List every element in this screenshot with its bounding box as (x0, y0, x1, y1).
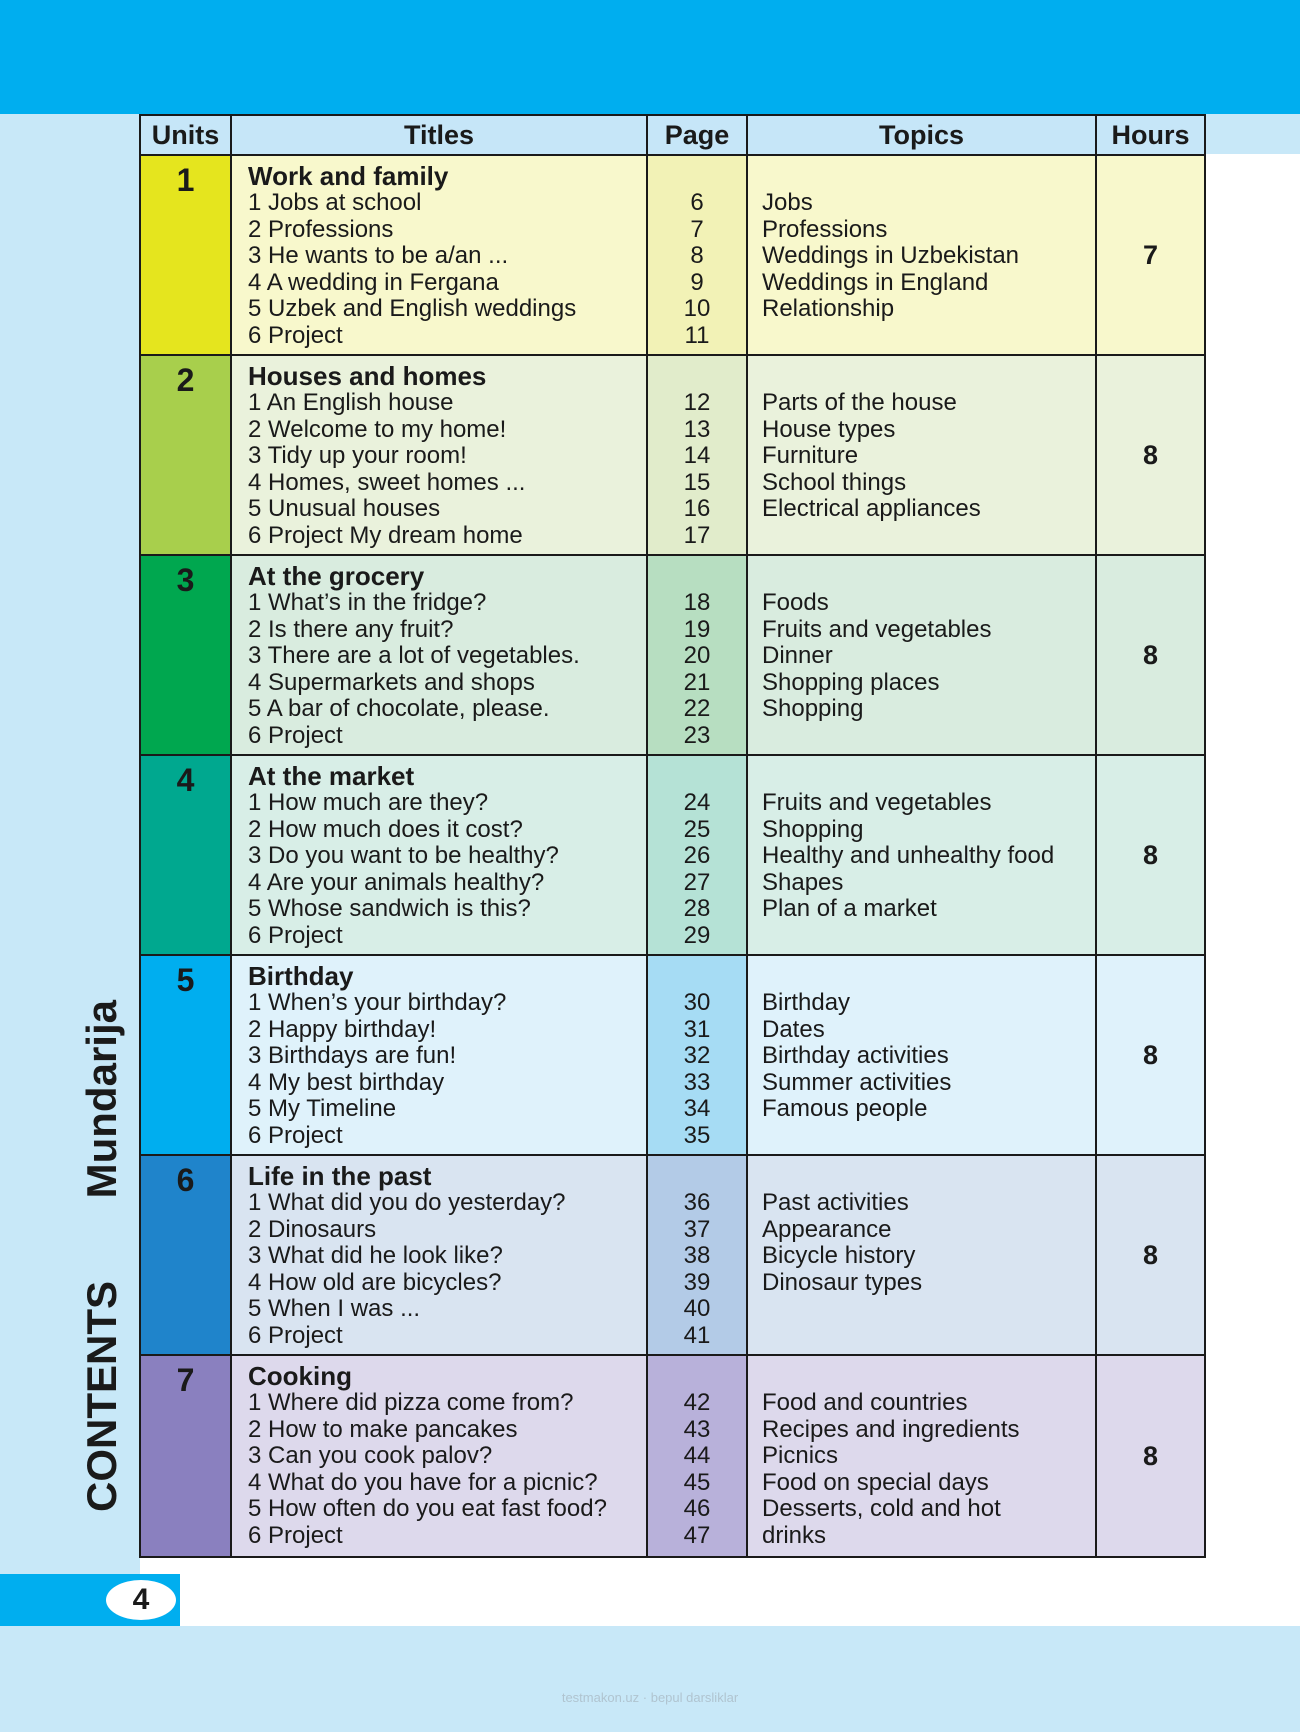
lesson-page-number: 32 (683, 1042, 711, 1070)
lesson-page-number: 46 (683, 1495, 711, 1523)
unit-titles-cell (232, 756, 648, 954)
lesson-page-number: 31 (683, 1015, 711, 1043)
header-topics: Topics (748, 116, 1097, 154)
unit-number: 4 (141, 756, 232, 954)
topic-item: Healthy and unhealthy food (762, 842, 1055, 870)
unit-title: Work and family (248, 161, 449, 191)
lesson-page-number: 23 (683, 721, 711, 749)
topic-item: Past activities (762, 1189, 909, 1216)
lesson-title: 3 Birthdays are fun! (248, 1042, 457, 1070)
lesson-title: 3 What did he look like? (248, 1242, 503, 1270)
top-color-band (0, 0, 1300, 114)
table-header-row (141, 116, 1204, 156)
topic-item: Dinosaur types (762, 1268, 923, 1296)
header-hours: Hours (1111, 119, 1190, 150)
unit-row (141, 356, 1204, 556)
unit-number: 5 (141, 956, 232, 1154)
lesson-page-number: 7 (690, 215, 704, 243)
topic-item: Dinner (762, 642, 833, 670)
unit-titles-cell (232, 556, 648, 754)
right-margin-band (1205, 114, 1300, 154)
contents-table (139, 114, 1206, 1558)
lesson-title: 6 Project (248, 721, 343, 749)
unit-number: 1 (141, 156, 232, 354)
lesson-page-number: 43 (683, 1415, 711, 1443)
topic-item: Famous people (762, 1095, 928, 1123)
topic-item: Food on special days (762, 1468, 989, 1496)
topic-item: Furniture (762, 442, 859, 470)
lesson-title: 5 Unusual houses (248, 495, 441, 523)
lesson-title: 5 Whose sandwich is this? (248, 895, 531, 923)
unit-number: 6 (141, 1156, 232, 1354)
lesson-page-number: 18 (683, 589, 711, 616)
topic-item: Recipes and ingredients (762, 1415, 1020, 1443)
unit-row (141, 556, 1204, 756)
unit-hours: 8 (1142, 1239, 1159, 1270)
unit-pages-cell (648, 956, 748, 1154)
lesson-title: 2 How to make pancakes (248, 1415, 518, 1443)
topic-item: Desserts, cold and hot (762, 1495, 1001, 1523)
unit-topics-cell (748, 956, 1097, 1154)
topic-item: School things (762, 468, 907, 496)
topic-item: Fruits and vegetables (762, 789, 992, 816)
side-title (78, 1000, 126, 1512)
lesson-title: 4 How old are bicycles? (248, 1268, 502, 1296)
topic-item: Professions (762, 215, 888, 243)
header-titles: Titles (232, 116, 648, 154)
unit-hours: 8 (1142, 839, 1159, 870)
lesson-page-number: 30 (683, 989, 711, 1016)
lesson-title: 3 Tidy up your room! (248, 442, 467, 470)
lesson-page-number: 13 (683, 415, 711, 443)
lesson-title: 6 Project (248, 1521, 343, 1549)
unit-number: 2 (141, 356, 232, 554)
lesson-page-number: 26 (683, 842, 711, 870)
lesson-page-number: 25 (683, 815, 711, 843)
lesson-title: 3 He wants to be a/an ... (248, 242, 509, 270)
lesson-page-number: 44 (683, 1442, 711, 1470)
unit-titles-cell (232, 1356, 648, 1556)
lesson-page-number: 27 (683, 868, 711, 896)
unit-row (141, 956, 1204, 1156)
lesson-title: 4 My best birthday (248, 1068, 445, 1096)
lesson-page-number: 19 (683, 615, 711, 643)
unit-hours: 8 (1142, 1440, 1159, 1471)
topic-item: Appearance (762, 1215, 892, 1243)
topic-item: Shopping (762, 815, 864, 843)
topic-item: Bicycle history (762, 1242, 916, 1270)
lesson-title: 5 A bar of chocolate, please. (248, 695, 550, 723)
topic-item: House types (762, 415, 896, 443)
lesson-page-number: 35 (683, 1121, 711, 1149)
lesson-page-number: 24 (683, 789, 711, 816)
lesson-title: 2 Dinosaurs (248, 1215, 377, 1243)
lesson-page-number: 40 (683, 1295, 711, 1323)
topic-item: Picnics (762, 1442, 839, 1470)
unit-topics-cell (748, 756, 1097, 954)
lesson-title: 6 Project (248, 921, 343, 949)
unit-pages-cell (648, 356, 748, 554)
unit-pages-cell (648, 156, 748, 354)
lesson-page-number: 42 (683, 1389, 711, 1416)
header-page: Page (648, 116, 748, 154)
lesson-page-number: 47 (683, 1521, 711, 1549)
bottom-margin-band (0, 1626, 1300, 1732)
lesson-title: 5 How often do you eat fast food? (248, 1495, 607, 1523)
topic-item: Shopping places (762, 668, 940, 696)
lesson-page-number: 33 (683, 1068, 711, 1096)
unit-number: 3 (141, 556, 232, 754)
lesson-title: 4 A wedding in Fergana (248, 268, 499, 296)
lesson-title: 2 Is there any fruit? (248, 615, 454, 643)
unit-pages-cell (648, 756, 748, 954)
lesson-page-number: 29 (683, 921, 711, 949)
lesson-page-number: 22 (683, 695, 711, 723)
lesson-title: 3 There are a lot of vegetables. (248, 642, 580, 670)
unit-number: 7 (141, 1356, 232, 1556)
lesson-title: 3 Can you cook palov? (248, 1442, 493, 1470)
lesson-title: 1 Jobs at school (248, 189, 422, 216)
topic-item: Shapes (762, 868, 844, 896)
lesson-title: 2 Happy birthday! (248, 1015, 437, 1043)
lesson-title: 1 When’s your birthday? (248, 989, 507, 1016)
topic-item: Parts of the house (762, 389, 957, 416)
unit-pages-cell (648, 1156, 748, 1354)
topic-item: Electrical appliances (762, 495, 981, 523)
lesson-title: 2 Professions (248, 215, 394, 243)
footer-watermark: testmakon.uz · bepul darsliklar (561, 1690, 739, 1705)
lesson-page-number: 12 (683, 389, 711, 416)
lesson-title: 1 What did you do yesterday? (248, 1189, 566, 1216)
topic-item: Weddings in England (762, 268, 989, 296)
lesson-title: 1 How much are they? (248, 789, 489, 816)
lesson-page-number: 45 (683, 1468, 711, 1496)
topic-item: Foods (762, 589, 829, 616)
unit-title: Life in the past (248, 1161, 432, 1191)
unit-title: Houses and homes (248, 361, 487, 391)
lesson-title: 4 What do you have for a picnic? (248, 1468, 598, 1496)
side-title-english: CONTENTS (78, 1281, 125, 1512)
lesson-page-number: 8 (690, 242, 704, 270)
lesson-page-number: 37 (683, 1215, 711, 1243)
lesson-page-number: 15 (683, 468, 711, 496)
lesson-page-number: 39 (683, 1268, 711, 1296)
unit-titles-cell (232, 156, 648, 354)
unit-row (141, 156, 1204, 356)
topic-item: Birthday (762, 989, 851, 1016)
lesson-title: 3 Do you want to be healthy? (248, 842, 559, 870)
unit-title: Birthday (248, 961, 354, 991)
lesson-title: 4 Homes, sweet homes ... (248, 468, 526, 496)
unit-row (141, 1356, 1204, 1556)
lesson-title: 2 How much does it cost? (248, 815, 523, 843)
topic-item: Dates (762, 1015, 825, 1043)
lesson-page-number: 14 (683, 442, 711, 470)
lesson-title: 5 When I was ... (248, 1295, 421, 1323)
unit-title: At the market (248, 761, 415, 791)
lesson-page-number: 11 (684, 321, 710, 349)
lesson-title: 5 Uzbek and English weddings (248, 295, 577, 323)
lesson-page-number: 38 (683, 1242, 711, 1270)
lesson-title: 6 Project My dream home (248, 521, 523, 549)
unit-titles-cell (232, 1156, 648, 1354)
unit-hours: 8 (1142, 439, 1159, 470)
topic-item: Jobs (762, 189, 813, 216)
lesson-page-number: 6 (690, 189, 704, 216)
unit-pages-cell (648, 556, 748, 754)
topic-item: drinks (762, 1521, 827, 1549)
lesson-page-number: 20 (683, 642, 711, 670)
unit-hours: 8 (1142, 639, 1159, 670)
topic-item: Summer activities (762, 1068, 952, 1096)
lesson-title: 6 Project (248, 1321, 343, 1349)
lesson-page-number: 16 (683, 495, 711, 523)
unit-titles-cell (232, 956, 648, 1154)
unit-titles-cell (232, 356, 648, 554)
lesson-page-number: 10 (683, 295, 711, 323)
side-title-uzbek: Mundarija (78, 1000, 125, 1199)
topic-item: Weddings in Uzbekistan (762, 242, 1020, 270)
unit-title: Cooking (248, 1361, 352, 1391)
lesson-page-number: 34 (683, 1095, 711, 1123)
unit-row (141, 756, 1204, 956)
unit-hours: 7 (1142, 239, 1159, 270)
unit-topics-cell (748, 1356, 1097, 1556)
lesson-page-number: 21 (683, 668, 711, 696)
lesson-title: 4 Are your animals healthy? (248, 868, 545, 896)
unit-topics-cell (748, 1156, 1097, 1354)
lesson-title: 4 Supermarkets and shops (248, 668, 535, 696)
lesson-page-number: 28 (683, 895, 711, 923)
unit-hours: 8 (1142, 1039, 1159, 1070)
lesson-page-number: 36 (683, 1189, 711, 1216)
lesson-page-number: 9 (690, 268, 704, 296)
unit-title: At the grocery (248, 561, 425, 591)
lesson-title: 1 What’s in the fridge? (248, 589, 487, 616)
unit-topics-cell (748, 556, 1097, 754)
lesson-page-number: 41 (683, 1321, 711, 1349)
lesson-title: 1 Where did pizza come from? (248, 1389, 574, 1416)
header-units: Units (141, 116, 232, 154)
unit-row (141, 1156, 1204, 1356)
topic-item: Relationship (762, 295, 895, 323)
unit-topics-cell (748, 156, 1097, 354)
unit-topics-cell (748, 356, 1097, 554)
topic-item: Food and countries (762, 1389, 968, 1416)
lesson-title: 2 Welcome to my home! (248, 415, 507, 443)
lesson-title: 6 Project (248, 321, 343, 349)
page-number: 4 (106, 1580, 176, 1620)
lesson-title: 6 Project (248, 1121, 343, 1149)
topic-item: Shopping (762, 695, 864, 723)
topic-item: Birthday activities (762, 1042, 949, 1070)
topic-item: Plan of a market (762, 895, 937, 923)
unit-pages-cell (648, 1356, 748, 1556)
lesson-page-number: 17 (683, 521, 711, 549)
lesson-title: 5 My Timeline (248, 1095, 397, 1123)
lesson-title: 1 An English house (248, 389, 454, 416)
topic-item: Fruits and vegetables (762, 615, 992, 643)
